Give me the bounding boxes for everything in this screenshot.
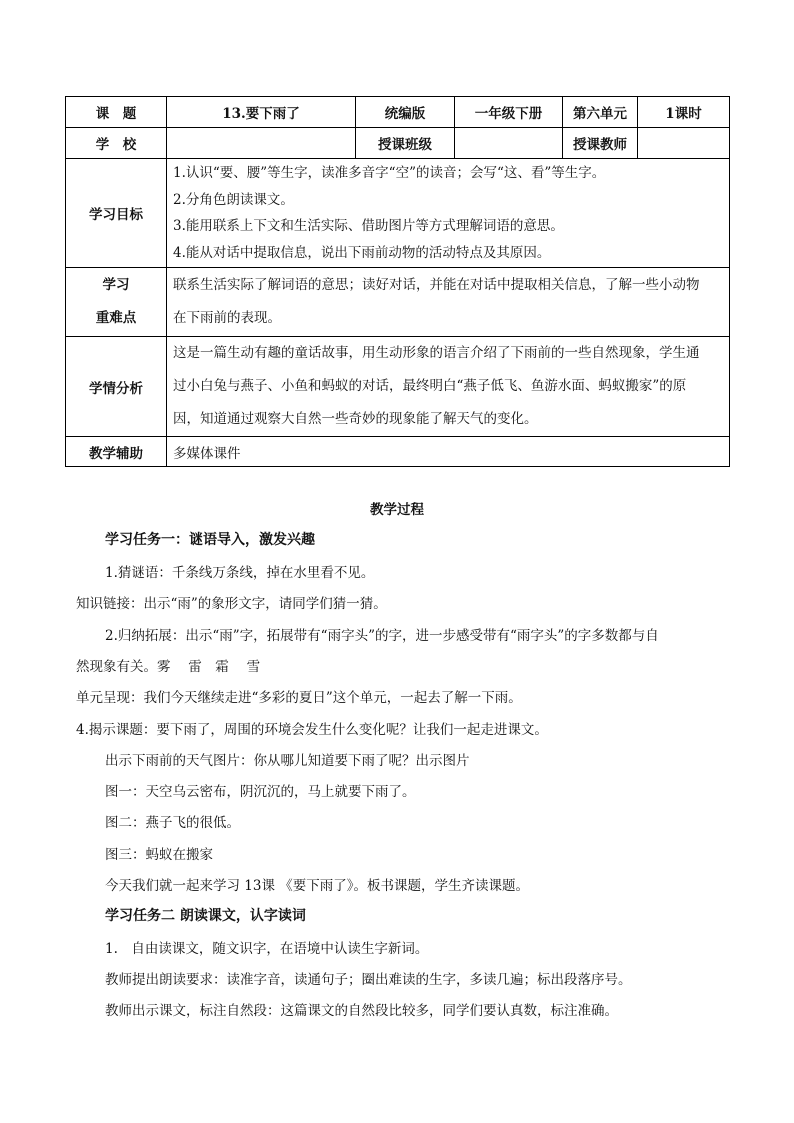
aids-label: 教学辅助 — [66, 437, 167, 467]
process-line: 出示下雨前的天气图片：你从哪儿知道要下雨了呢？出示图片 — [105, 753, 470, 769]
process-line: 1. 自由读课文，随文识字，在语境中认读生字新词。 — [105, 941, 429, 957]
process-line: 然现象有关。雾 雷 霜 雪 — [76, 659, 261, 675]
goals-label: 学习目标 — [66, 159, 167, 268]
goal-item: 4.能从对话中提取信息，说出下雨前动物的活动特点及其原因。 — [173, 244, 551, 261]
process-title: 教学过程 — [370, 502, 424, 518]
key-points-label-line2: 重难点 — [95, 310, 137, 326]
process-line: 教师提出朗读要求：读准字音，读通句子；圈出难读的生字，多读几遍；标出段落序号。 — [105, 972, 632, 988]
table-row-aids — [66, 437, 730, 467]
analysis-line: 这是一篇生动有趣的童话故事，用生动形象的语言介绍了下雨前的一些自然现象，学生通 — [173, 345, 700, 361]
key-points-text — [167, 268, 730, 337]
table-row-topic — [66, 97, 730, 128]
process-line: 图二：燕子飞的很低。 — [105, 815, 240, 831]
process-line: 知识链接：出示“雨”的象形文字，请同学们猜一猜。 — [76, 596, 387, 612]
process-line: 单元呈现：我们今天继续走进“多彩的夏日”这个单元，一起去了解一下雨。 — [76, 690, 522, 706]
process-line: 4.揭示课题：要下雨了，周围的环境会发生什么变化呢？让我们一起走进课文。 — [76, 722, 548, 738]
school-value — [167, 128, 356, 159]
lesson-info-table — [65, 96, 730, 467]
class-label: 授课班级 — [356, 128, 455, 159]
process-line: 图一：天空乌云密布，阴沉沉的，马上就要下雨了。 — [105, 784, 416, 800]
school-label: 学 校 — [66, 128, 167, 159]
goal-item: 1.认识“要、腰”等生字，读准多音字“空”的读音；会写“这、看”等生字。 — [173, 165, 606, 181]
process-line: 2.归纳拓展：出示“雨”字，拓展带有“雨字头”的字，进一步感受带有“雨字头”的字多数都与自 — [105, 628, 659, 644]
table-row-school — [66, 128, 730, 159]
analysis-text — [167, 337, 730, 437]
key-points-label — [66, 268, 167, 337]
key-points-line: 联系生活实际了解词语的意思；读好对话，并能在对话中提取相关信息，了解一些小动物 — [173, 277, 700, 293]
task1-heading: 学习任务一：谜语导入，激发兴趣 — [105, 532, 315, 548]
class-value — [455, 128, 563, 159]
table-row-key-points — [66, 268, 730, 337]
table-row-goals — [66, 159, 730, 268]
topic-label: 课 题 — [66, 97, 167, 128]
goal-item: 3.能用联系上下文和生活实际、借助图片等方式理解词语的意思。 — [173, 218, 564, 234]
process-line: 1.猜谜语：千条线万条线，掉在水里看不见。 — [105, 565, 375, 581]
teacher-label: 授课教师 — [563, 128, 638, 159]
process-line: 图三：蚂蚁在搬家 — [105, 847, 213, 863]
unit-cell: 第六单元 — [563, 97, 638, 128]
task2-heading: 学习任务二 朗读课文，认字读词 — [105, 908, 306, 924]
key-points-label-line1: 学习 — [102, 277, 130, 293]
edition-cell: 统编版 — [356, 97, 455, 128]
grade-cell: 一年级下册 — [455, 97, 563, 128]
process-line: 今天我们就一起来学习 13课 《要下雨了》。板书课题，学生齐读课题。 — [105, 878, 530, 894]
aids-value: 多媒体课件 — [167, 437, 730, 467]
hours-cell: 1课时 — [638, 97, 730, 128]
process-line: 教师出示课文，标注自然段：这篇课文的自然段比较多，同学们要认真数，标注准确。 — [105, 1003, 618, 1019]
table-row-analysis — [66, 337, 730, 437]
goals-list — [167, 159, 730, 268]
analysis-line: 因，知道通过观察大自然一些奇妙的现象能了解天气的变化。 — [173, 411, 538, 427]
analysis-label: 学情分析 — [66, 337, 167, 437]
key-points-line: 在下雨前的表现。 — [173, 310, 281, 326]
teacher-value — [638, 128, 730, 159]
lesson-title: 13.要下雨了 — [167, 97, 356, 128]
goal-item: 2.分角色朗读课文。 — [173, 191, 294, 208]
analysis-line: 过小白兔与燕子、小鱼和蚂蚁的对话，最终明白“燕子低飞、鱼游水面、蚂蚁搬家”的原 — [173, 378, 687, 394]
